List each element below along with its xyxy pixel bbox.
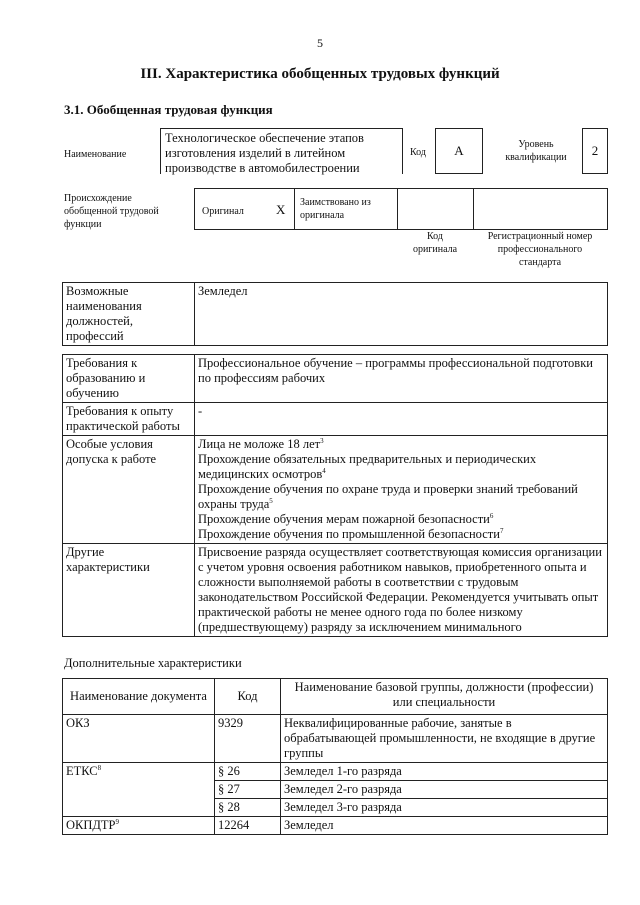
code-cell: 12264 bbox=[215, 817, 281, 835]
positions-label: Возможные наименования должностей, профессий bbox=[63, 283, 195, 346]
table-row bbox=[63, 817, 608, 835]
origin-label: Происхождение обобщенной трудовой функции bbox=[64, 193, 159, 230]
table-row bbox=[63, 403, 608, 436]
code-value: А bbox=[435, 128, 483, 174]
table-row bbox=[63, 763, 608, 781]
page-number: 5 bbox=[317, 36, 323, 50]
reg-caption: Регистрационный номер профессионального стандарта bbox=[487, 231, 593, 268]
col-header: Наименование базовой группы, должности (профессии) или специальности bbox=[281, 679, 608, 715]
table-row bbox=[63, 715, 608, 763]
name-cell: Неквалифицированные рабочие, занятые в обрабатывающей промышленности, не входящие в другие группы bbox=[281, 715, 608, 763]
table-row bbox=[63, 436, 608, 544]
origin-box bbox=[194, 188, 608, 230]
name-value-text: Технологическое обеспечение этапов изготовления изделий в литейном производстве в автомобилестроении bbox=[165, 131, 364, 175]
name-value bbox=[160, 128, 403, 174]
col-header: Код bbox=[215, 679, 281, 715]
col-header: Наименование документа bbox=[63, 679, 215, 715]
req-label: Требования к опыту практической работы bbox=[63, 403, 195, 436]
section-title: III. Характеристика обобщенных трудовых функций bbox=[140, 66, 500, 82]
divider bbox=[397, 188, 398, 230]
table-row bbox=[63, 544, 608, 637]
borrowed-label: Заимствовано из оригинала bbox=[300, 197, 371, 221]
original-label: Оригинал bbox=[202, 206, 244, 217]
req-value: - bbox=[195, 403, 608, 436]
additional-table bbox=[62, 678, 608, 835]
req-label: Другие характеристики bbox=[63, 544, 195, 637]
table-row bbox=[63, 679, 608, 715]
doc-cell: ОКЗ bbox=[63, 715, 215, 763]
req-label: Особые условия допуска к работе bbox=[63, 436, 195, 544]
requirements-table bbox=[62, 354, 608, 637]
code-label: Код bbox=[410, 147, 426, 158]
positions-value: Земледел bbox=[195, 283, 608, 346]
code-caption: Код оригинала bbox=[412, 231, 458, 255]
name-cell: Земледел 2-го разряда bbox=[281, 781, 608, 799]
code-cell: 9329 bbox=[215, 715, 281, 763]
code-cell: § 27 bbox=[215, 781, 281, 799]
req-value: Профессиональное обучение – программы профессиональной подготовки по профессиям рабочих bbox=[195, 355, 608, 403]
name-cell: Земледел 1-го разряда bbox=[281, 763, 608, 781]
positions-table bbox=[62, 282, 608, 346]
code-cell: § 26 bbox=[215, 763, 281, 781]
divider bbox=[294, 188, 295, 230]
subsection-title: 3.1. Обобщенная трудовая функция bbox=[64, 102, 273, 117]
req-value: Присвоение разряда осуществляет соответствующая комиссия организации с учетом уровня освоения работником навыков, приобретенного опыта и сложности выполняемой работы в соответствии с трудовым законодательством Российской Федерации. Рекомендуется учитывать опыт практической работы не менее одного года по более низкому (предшествующему) разряду за исключением минимального bbox=[195, 544, 608, 637]
level-value: 2 bbox=[582, 128, 608, 174]
level-label: Уровень квалификации bbox=[505, 139, 567, 163]
table-row bbox=[63, 355, 608, 403]
divider bbox=[473, 188, 474, 230]
req-label: Требования к образованию и обучению bbox=[63, 355, 195, 403]
code-cell: § 28 bbox=[215, 799, 281, 817]
name-label: Наименование bbox=[64, 149, 127, 160]
original-mark: X bbox=[276, 202, 286, 217]
name-cell: Земледел 3-го разряда bbox=[281, 799, 608, 817]
name-cell: Земледел bbox=[281, 817, 608, 835]
req-value: Лица не моложе 18 лет$^3$ Прохождение обязательных предварительных и периодических медицинских осмотров$^4$ Прохождение обучения по охране труда и проверки знаний требований охраны труда$^5$ Прохождение обучения мерам пожарной безопасности$^6$ Прохождение обучения по промышленной безопасности$^7$ bbox=[195, 436, 608, 544]
doc-cell: ЕТКС$^8$ bbox=[63, 763, 215, 817]
additional-title: Дополнительные характеристики bbox=[64, 656, 242, 670]
doc-cell: ОКПДТР$^9$ bbox=[63, 817, 215, 835]
